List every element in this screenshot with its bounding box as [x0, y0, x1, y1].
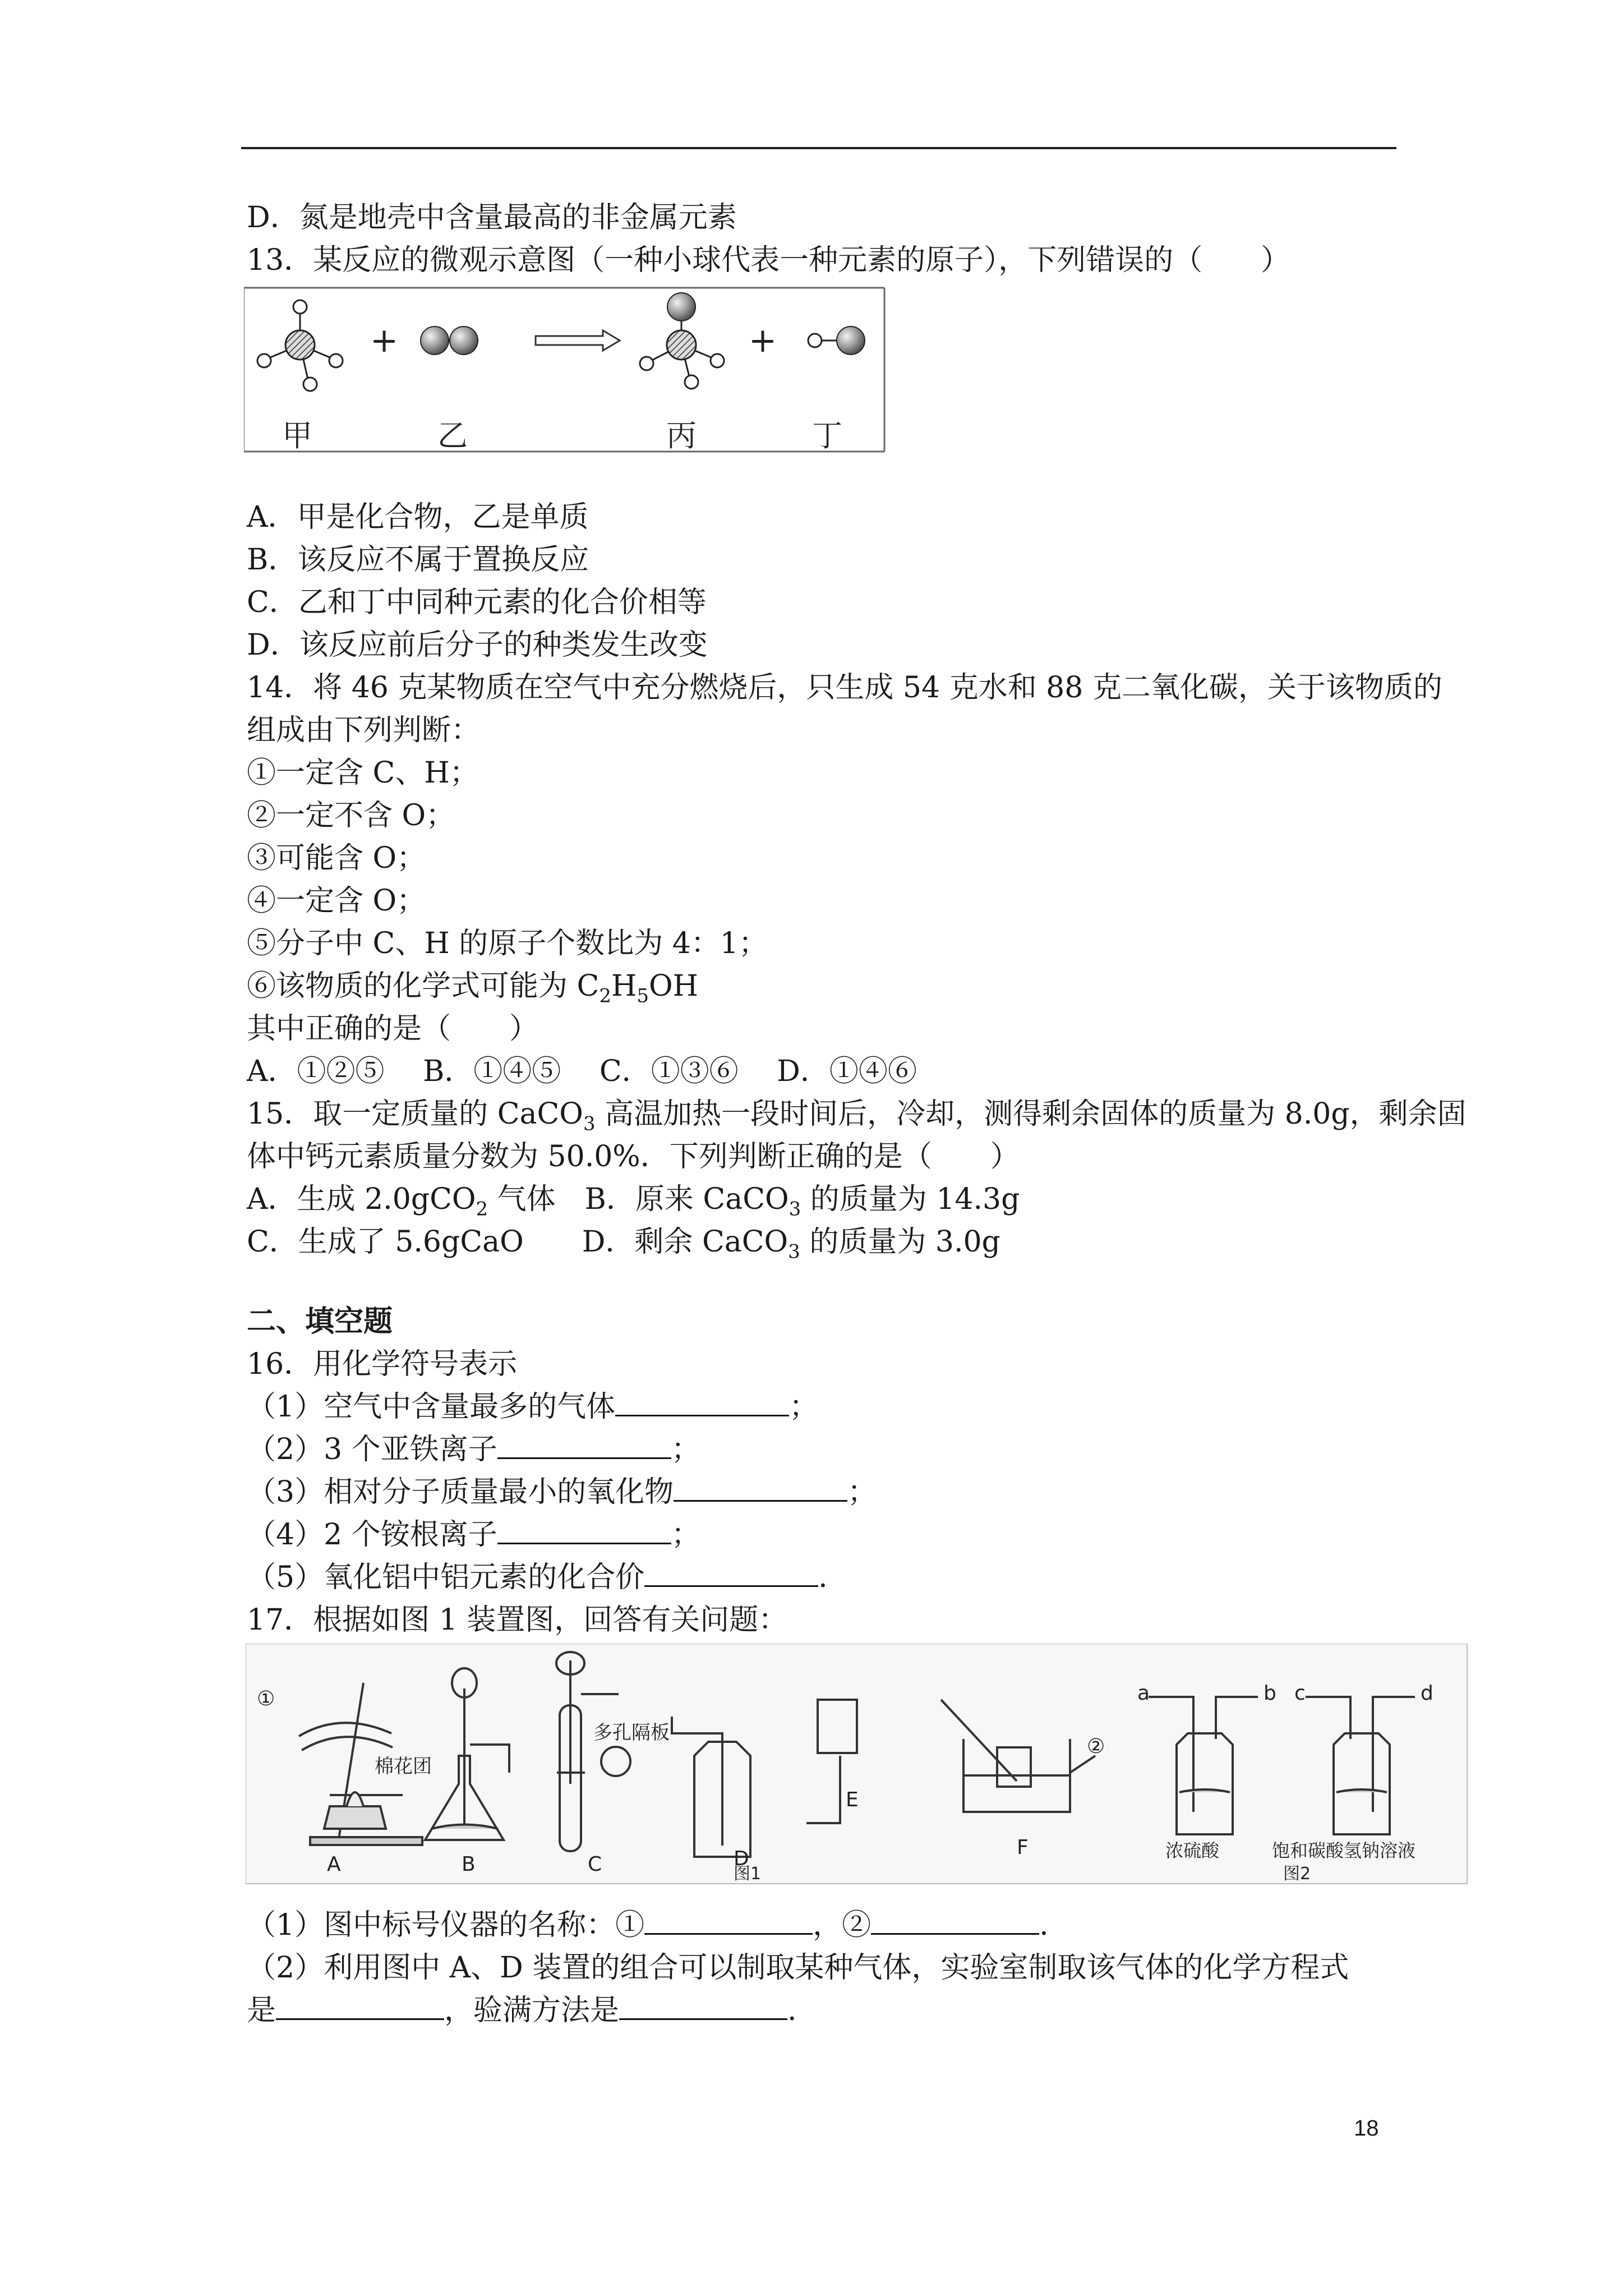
cotton-label: 棉花团 — [375, 1755, 432, 1778]
apparatus-label-a: A — [327, 1853, 341, 1876]
answer-blank[interactable] — [276, 1996, 444, 2020]
port-label-b: b — [1264, 1682, 1276, 1705]
q15-stem-line2: 体中钙元素质量分数为 50.0%．下列判断正确的是（ ） — [247, 1140, 1020, 1174]
page-number: 18 — [1354, 2116, 1379, 2141]
q14-question: 其中正确的是（ ） — [247, 1012, 539, 1046]
porous-plate-label: 多孔隔板 — [593, 1722, 670, 1744]
q13-option-d: D．该反应前后分子的种类发生改变 — [247, 628, 708, 662]
circled-label-1: ① — [257, 1687, 275, 1710]
q14-stem-line1: 14．将 46 克某物质在空气中充分燃烧后，只生成 54 克水和 88 克二氧化碳，关于该物质的 — [247, 671, 1442, 705]
label-yi: 乙 — [437, 418, 468, 453]
molecule-bing — [640, 293, 724, 389]
q13-stem: 13．某反应的微观示意图（一种小球代表一种元素的原子），下列错误的（ ） — [247, 243, 1290, 277]
q16-stem: 16．用化学符号表示 — [247, 1347, 518, 1381]
section-heading-fill-in: 二、填空题 — [247, 1305, 393, 1338]
label-ding: 丁 — [812, 418, 842, 453]
molecule-yi — [421, 326, 478, 355]
apparatus-label-c: C — [588, 1853, 602, 1876]
answer-blank[interactable] — [871, 1911, 1039, 1935]
answer-blank[interactable] — [619, 1996, 787, 2020]
circled-label-2: ② — [1087, 1735, 1105, 1758]
q16-item-1: （1）空气中含量最多的气体 ； — [247, 1390, 819, 1424]
q16-item-3: （3）相对分子质量最小的氧化物 ； — [247, 1475, 877, 1509]
port-label-a: a — [1137, 1682, 1150, 1705]
q16-item-5: （5）氧化铝中铝元素的化合价 . — [247, 1561, 828, 1594]
q17-part-1: （1）图中标号仪器的名称：① ，② . — [247, 1908, 1049, 1942]
q14-statement-2: ②一定不含 O； — [247, 799, 455, 832]
q16-item-4: （4）2 个铵根离子 ； — [247, 1518, 700, 1552]
plus-sign-2: + — [748, 321, 777, 360]
plus-sign-1: + — [370, 321, 399, 360]
q16-item-2: （2）3 个亚铁离子 ； — [247, 1433, 700, 1466]
figure-1-caption: 图1 — [734, 1864, 762, 1884]
apparatus-label-d: D — [734, 1847, 749, 1870]
apparatus-label-f: F — [1017, 1836, 1029, 1859]
reaction-arrow — [536, 330, 620, 351]
answer-blank[interactable] — [644, 1563, 818, 1587]
apparatus-label-e: E — [846, 1788, 859, 1811]
q13-option-c: C．乙和丁中同种元素的化合价相等 — [247, 586, 707, 619]
molecule-ding — [808, 326, 865, 355]
answer-blank[interactable] — [644, 1911, 813, 1935]
figure-2-caption: 图2 — [1283, 1864, 1311, 1884]
reaction-microscopic-diagram — [244, 283, 895, 457]
port-label-c: c — [1294, 1682, 1306, 1705]
q14-statement-5: ⑤分子中 C、H 的原子个数比为 4：1； — [247, 927, 768, 960]
q15-options-cd: C．生成了 5.6gCaO D．剩余 CaCO$_3$ 的质量为 3.0g — [247, 1225, 1000, 1263]
q15-options-ab: A．生成 2.0gCO$_2$ 气体 B．原来 CaCO$_3$ 的质量为 14.3g — [247, 1182, 1020, 1221]
q17-stem: 17．根据如图 1 装置图，回答有关问题： — [247, 1603, 788, 1637]
molecule-jia — [257, 300, 343, 391]
answer-blank[interactable] — [497, 1435, 671, 1459]
q14-statement-6: ⑥该物质的化学式可能为 $C_2H_5OH$ — [247, 969, 698, 1007]
q15-stem-line1: 15．取一定质量的 CaCO$_3$ 高温加热一段时间后，冷却，测得剩余固体的质量为 8.0g，剩余固 — [247, 1097, 1467, 1135]
q14-stem-line2: 组成由下列判断： — [247, 714, 481, 747]
answer-blank[interactable] — [674, 1478, 847, 1502]
q14-options: A．①②⑤ B．①④⑤ C．①③⑥ D．①④⑥ — [247, 1055, 917, 1088]
answer-blank[interactable] — [497, 1520, 671, 1544]
apparatus-label-b: B — [462, 1853, 476, 1876]
answer-blank[interactable] — [615, 1392, 789, 1416]
q12-option-d: D．氮是地壳中含量最高的非金属元素 — [247, 201, 737, 234]
header-rule — [241, 147, 1396, 149]
q14-statement-3: ③可能含 O； — [247, 841, 426, 875]
lab-apparatus-figure — [246, 1644, 1468, 1885]
bottle-label-bicarbonate: 饱和碳酸氢钠溶液 — [1272, 1840, 1416, 1861]
q14-statement-1: ①一定含 C、H； — [247, 756, 479, 790]
q17-part-2-line2: 是 ，验满方法是 . — [247, 1994, 797, 2027]
bottle-label-sulfuric: 浓硫酸 — [1165, 1840, 1220, 1861]
q17-part-2-line1: （2）利用图中 A、D 装置的组合可以制取某种气体，实验室制取该气体的化学方程式 — [247, 1951, 1349, 1985]
q14-statement-4: ④一定含 O； — [247, 884, 426, 918]
port-label-d: d — [1421, 1682, 1433, 1705]
label-jia: 甲 — [282, 418, 312, 453]
label-bing: 丙 — [666, 418, 697, 453]
q13-option-b: B．该反应不属于置换反应 — [247, 543, 589, 577]
q13-option-a: A．甲是化合物，乙是单质 — [247, 500, 589, 534]
